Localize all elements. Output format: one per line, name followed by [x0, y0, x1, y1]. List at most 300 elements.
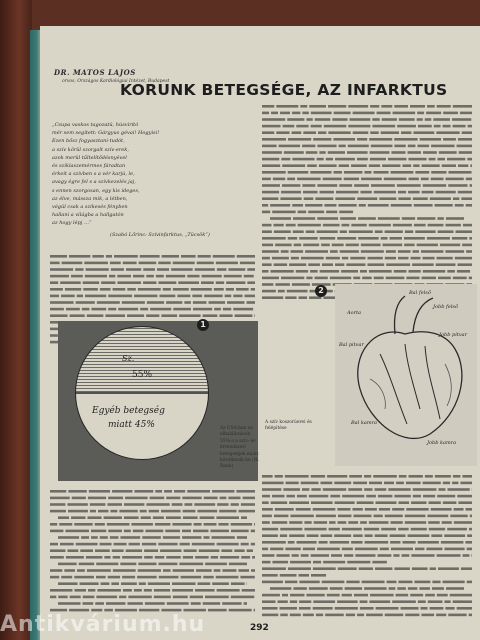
text-line-fragment [447, 488, 469, 491]
text-line-fragment [262, 204, 268, 207]
text-line-fragment [270, 587, 291, 590]
text-line-fragment [425, 118, 432, 121]
text-line-fragment [297, 178, 321, 181]
text-line-fragment [254, 314, 255, 317]
text-line-fragment [418, 541, 439, 544]
text-line-fragment [163, 288, 171, 291]
text-line-fragment [262, 237, 286, 240]
text-line-fragment [247, 268, 255, 271]
text-line-fragment [50, 497, 70, 500]
text-line-fragment [171, 268, 193, 271]
text-line-fragment [203, 576, 213, 579]
text-line-fragment [241, 516, 247, 519]
text-line-fragment [280, 614, 288, 617]
text-line-fragment [460, 112, 472, 115]
text-line-fragment [251, 288, 255, 291]
text-line-fragment [366, 495, 376, 498]
text-line-fragment [226, 288, 234, 291]
text-line-fragment [398, 191, 406, 194]
text-line-fragment [87, 516, 101, 519]
text-line-fragment [334, 482, 351, 485]
text-line-fragment [193, 308, 212, 311]
text-line-fragment [245, 295, 255, 298]
text-line-fragment [127, 602, 142, 605]
text-line-fragment [144, 589, 152, 592]
text-line-fragment [463, 224, 472, 227]
text-line-fragment [286, 482, 299, 485]
text-line-fragment [325, 614, 344, 617]
text-line-fragment [412, 567, 428, 570]
text-line-fragment [173, 262, 195, 265]
text-line-fragment [334, 534, 351, 537]
text-line-fragment [50, 281, 58, 284]
text-line-fragment [184, 549, 197, 552]
text-line-fragment [114, 255, 138, 258]
text-line-fragment [299, 600, 311, 603]
text-line-fragment [298, 211, 307, 214]
right-column-bottom [262, 471, 472, 621]
text-line-fragment [222, 602, 241, 605]
text-line-fragment [443, 581, 465, 584]
text-line-fragment [390, 237, 402, 240]
text-line-fragment [319, 164, 337, 167]
text-line-fragment [247, 549, 253, 552]
text-line-fragment [313, 561, 321, 564]
text-line-fragment [125, 497, 148, 500]
text-line-fragment [262, 508, 273, 511]
heart-label: Bal felső [409, 290, 431, 296]
text-line-fragment [372, 561, 386, 564]
text-line-fragment [119, 510, 137, 513]
text-line-fragment [280, 112, 290, 115]
text-line-fragment [420, 138, 441, 141]
text-line-fragment [262, 488, 281, 491]
text-line-fragment [435, 475, 451, 478]
text-line-fragment [340, 217, 356, 220]
text-line-fragment [417, 112, 424, 115]
figure1-number: 1 [197, 319, 209, 331]
text-line-fragment [77, 569, 85, 572]
text-line-fragment [107, 523, 130, 526]
text-line-fragment [467, 548, 472, 551]
text-line-fragment [179, 563, 203, 566]
text-line-fragment [302, 488, 309, 491]
text-line-fragment [50, 295, 59, 298]
text-line-fragment [220, 497, 227, 500]
text-line-fragment [381, 237, 388, 240]
text-line-fragment [85, 275, 107, 278]
text-line-fragment [390, 534, 406, 537]
text-line-fragment [292, 554, 299, 557]
text-line-fragment [262, 541, 286, 544]
text-line-fragment [306, 277, 312, 280]
text-line-fragment [262, 554, 274, 557]
text-line-fragment [124, 503, 144, 506]
text-line-fragment [110, 536, 119, 539]
text-line-fragment [353, 112, 375, 115]
text-line-fragment [262, 581, 283, 584]
text-line-fragment [419, 587, 430, 590]
text-line-fragment [127, 288, 136, 291]
text-line-fragment [190, 596, 203, 599]
text-line-fragment [330, 541, 350, 544]
text-line-fragment [340, 250, 359, 253]
text-line-fragment [292, 283, 310, 286]
text-line-fragment [104, 516, 122, 519]
text-line-fragment [442, 521, 452, 524]
text-line-fragment [436, 614, 446, 617]
text-line-fragment [120, 563, 136, 566]
text-line-fragment [379, 508, 390, 511]
text-line-fragment [139, 582, 146, 585]
text-line-fragment [106, 602, 126, 605]
text-line-fragment [313, 600, 335, 603]
book-spine [0, 0, 32, 640]
text-line-fragment [50, 503, 65, 506]
text-line-fragment [307, 534, 319, 537]
text-line-fragment [108, 295, 132, 298]
text-line-fragment [240, 262, 255, 265]
text-line-fragment [281, 250, 289, 253]
text-line-fragment [97, 301, 120, 304]
figure2-heart-diagram [335, 284, 477, 466]
text-line-fragment [129, 543, 140, 546]
text-line-fragment [394, 567, 409, 570]
text-line-fragment [436, 131, 459, 134]
text-line-fragment [89, 490, 110, 493]
text-line-fragment [262, 244, 273, 247]
text-line-fragment [288, 138, 311, 141]
text-line-fragment [344, 554, 353, 557]
text-line-fragment [373, 171, 388, 174]
text-line-fragment [453, 475, 461, 478]
text-line-fragment [294, 244, 302, 247]
text-line-fragment [393, 112, 416, 115]
text-line-fragment [455, 204, 464, 207]
text-line-fragment [413, 197, 428, 200]
text-line-fragment [66, 308, 80, 311]
text-line-fragment [166, 497, 180, 500]
text-line-fragment [374, 277, 384, 280]
text-line-fragment [140, 255, 160, 258]
text-line-fragment [262, 257, 270, 260]
text-line-fragment [307, 164, 317, 167]
text-line-fragment [244, 275, 254, 278]
text-line-fragment [72, 497, 86, 500]
text-line-fragment [80, 582, 99, 585]
figure2-number: 2 [315, 285, 327, 297]
text-line-fragment [375, 567, 392, 570]
text-line-fragment [333, 138, 355, 141]
text-line-fragment [224, 275, 242, 278]
text-line-fragment [117, 275, 131, 278]
text-line-fragment [115, 609, 137, 612]
text-line-fragment [420, 607, 427, 610]
text-line-fragment [305, 204, 322, 207]
text-line-fragment [339, 164, 349, 167]
text-line-fragment [287, 178, 295, 181]
text-line-fragment [280, 574, 297, 577]
text-line-fragment [466, 178, 472, 181]
text-line-fragment [335, 501, 355, 504]
text-line-fragment [320, 191, 334, 194]
text-line-fragment [399, 118, 415, 121]
heart-label: Aorta [347, 310, 362, 316]
page-number: 292 [250, 623, 269, 633]
text-line-fragment [425, 594, 435, 597]
text-line-fragment [338, 515, 352, 518]
text-line-fragment [445, 178, 463, 181]
text-line-fragment [286, 224, 296, 227]
text-line-fragment [360, 270, 367, 273]
text-line-fragment [262, 230, 272, 233]
text-line-fragment [443, 482, 450, 485]
text-line-fragment [201, 281, 214, 284]
text-line-fragment [398, 197, 410, 200]
text-line-fragment [353, 277, 360, 280]
text-line-fragment [440, 244, 460, 247]
text-line-fragment [216, 576, 239, 579]
text-line-fragment [290, 515, 313, 518]
text-line-fragment [173, 596, 188, 599]
text-line-fragment [357, 158, 368, 161]
text-line-fragment [423, 270, 446, 273]
text-line-fragment [317, 548, 340, 551]
text-line-fragment [408, 270, 420, 273]
text-line-fragment [278, 290, 285, 293]
text-line-fragment [308, 263, 320, 266]
left-column-bottom [50, 486, 255, 616]
text-line-fragment [425, 475, 433, 478]
text-line-fragment [323, 178, 342, 181]
text-line-fragment [359, 204, 366, 207]
text-line-fragment [145, 602, 165, 605]
text-line-fragment [58, 582, 78, 585]
text-line-fragment [427, 515, 448, 518]
text-line-fragment [262, 528, 278, 531]
text-line-fragment [384, 482, 394, 485]
text-line-fragment [326, 158, 333, 161]
text-line-fragment [367, 257, 382, 260]
text-line-fragment [149, 510, 159, 513]
text-line-fragment [423, 495, 435, 498]
text-line-fragment [452, 237, 467, 240]
text-line-fragment [227, 301, 244, 304]
text-line-fragment [385, 515, 403, 518]
text-line-fragment [262, 548, 268, 551]
text-line-fragment [422, 277, 436, 280]
text-line-fragment [143, 281, 156, 284]
text-line-fragment [348, 105, 368, 108]
text-line-fragment [272, 561, 288, 564]
text-line-fragment [243, 497, 255, 500]
text-line-fragment [198, 582, 211, 585]
text-line-fragment [351, 224, 366, 227]
text-line-fragment [262, 105, 274, 108]
text-line-fragment [386, 250, 396, 253]
text-line-fragment [158, 543, 177, 546]
text-line-fragment [320, 482, 332, 485]
text-line-fragment [81, 536, 89, 539]
text-line-fragment [413, 131, 434, 134]
text-line-fragment [114, 543, 127, 546]
text-line-fragment [65, 288, 81, 291]
text-line-fragment [380, 548, 389, 551]
text-line-fragment [354, 594, 368, 597]
text-line-fragment [342, 224, 350, 227]
text-line-fragment [385, 257, 396, 260]
text-line-fragment [397, 125, 416, 128]
text-line-fragment [82, 308, 90, 311]
text-line-fragment [377, 554, 391, 557]
text-line-fragment [221, 549, 232, 552]
text-line-fragment [85, 295, 106, 298]
text-line-fragment [398, 581, 412, 584]
text-line-fragment [158, 281, 176, 284]
text-line-fragment [50, 543, 58, 546]
text-line-fragment [432, 587, 444, 590]
text-line-fragment [118, 308, 138, 311]
text-line-fragment [391, 204, 412, 207]
text-line-fragment [459, 151, 472, 154]
text-line-fragment [159, 576, 179, 579]
text-line-fragment [289, 521, 302, 524]
text-line-fragment [195, 589, 215, 592]
text-line-fragment [373, 475, 397, 478]
text-line-fragment [438, 488, 445, 491]
text-line-fragment [413, 495, 421, 498]
text-line-fragment [306, 118, 312, 121]
text-line-fragment [418, 600, 426, 603]
text-line-fragment [458, 263, 472, 266]
poem-line: Ezen bősz fogyasztani-tudót, [52, 138, 125, 145]
text-line-fragment [397, 587, 406, 590]
text-line-fragment [421, 178, 429, 181]
text-line-fragment [304, 521, 311, 524]
watermark-logo: Antikvárium.hu [0, 612, 206, 637]
text-line-fragment [346, 244, 359, 247]
text-line-fragment [457, 145, 472, 148]
text-line-fragment [194, 523, 202, 526]
text-line-fragment [155, 490, 162, 493]
text-line-fragment [203, 314, 218, 317]
text-line-fragment [398, 250, 411, 253]
text-line-fragment [436, 263, 456, 266]
text-line-fragment [271, 501, 287, 504]
text-line-fragment [297, 495, 307, 498]
text-line-fragment [200, 516, 215, 519]
text-line-fragment [289, 534, 304, 537]
text-line-fragment [443, 112, 458, 115]
text-line-fragment [187, 490, 210, 493]
text-line-fragment [90, 510, 96, 513]
text-line-fragment [276, 131, 289, 134]
text-line-fragment [262, 191, 279, 194]
text-line-fragment [204, 497, 218, 500]
text-line-fragment [461, 197, 472, 200]
text-line-fragment [174, 490, 185, 493]
text-line-fragment [328, 151, 345, 154]
text-line-fragment [228, 497, 240, 500]
text-line-fragment [443, 501, 457, 504]
text-line-fragment [262, 118, 285, 121]
text-line-fragment [197, 262, 214, 265]
text-line-fragment [216, 262, 238, 265]
text-line-fragment [378, 217, 400, 220]
text-line-fragment [448, 184, 467, 187]
pie-label-heart: 55% [132, 370, 153, 380]
text-line-fragment [288, 541, 295, 544]
text-line-fragment [358, 217, 376, 220]
text-line-fragment [283, 125, 295, 128]
text-line-fragment [173, 308, 191, 311]
text-line-fragment [50, 510, 66, 513]
book-page [40, 26, 480, 640]
text-line-fragment [166, 301, 182, 304]
text-line-fragment [304, 528, 326, 531]
text-line-fragment [413, 164, 419, 167]
text-line-fragment [329, 521, 335, 524]
text-line-fragment [351, 541, 362, 544]
heart-label: Bal pitvar [339, 342, 364, 348]
text-line-fragment [150, 497, 165, 500]
text-line-fragment [434, 125, 441, 128]
text-line-fragment [402, 554, 410, 557]
text-line-fragment [108, 576, 120, 579]
text-line-fragment [173, 288, 189, 291]
text-line-fragment [293, 217, 315, 220]
text-line-fragment [406, 277, 419, 280]
text-line-fragment [390, 541, 400, 544]
text-line-fragment [401, 607, 419, 610]
text-line-fragment [101, 281, 115, 284]
text-line-fragment [50, 549, 65, 552]
text-line-fragment [457, 270, 470, 273]
text-line-fragment [100, 543, 112, 546]
text-line-fragment [321, 534, 333, 537]
text-line-fragment [370, 131, 378, 134]
text-line-fragment [172, 589, 193, 592]
text-line-fragment [67, 549, 78, 552]
text-line-fragment [318, 131, 326, 134]
text-line-fragment [369, 600, 390, 603]
text-line-fragment [386, 263, 410, 266]
text-line-fragment [330, 277, 351, 280]
text-line-fragment [408, 158, 426, 161]
text-line-fragment [252, 556, 255, 559]
text-line-fragment [236, 490, 255, 493]
text-line-fragment [304, 197, 314, 200]
text-line-fragment [272, 521, 287, 524]
text-line-fragment [290, 600, 297, 603]
text-line-fragment [422, 164, 440, 167]
text-line-fragment [163, 569, 171, 572]
text-line-fragment [423, 257, 435, 260]
text-line-fragment [231, 530, 249, 533]
text-line-fragment [466, 204, 472, 207]
poem-line: végül csak a szikesés fényben [52, 204, 128, 211]
text-line-fragment [100, 536, 108, 539]
text-line-fragment [362, 277, 371, 280]
text-line-fragment [360, 191, 371, 194]
text-line-fragment [167, 602, 189, 605]
text-line-fragment [453, 277, 467, 280]
text-line-fragment [166, 556, 180, 559]
text-line-fragment [317, 184, 337, 187]
text-line-fragment [311, 475, 325, 478]
text-line-fragment [262, 600, 275, 603]
text-line-fragment [293, 230, 304, 233]
